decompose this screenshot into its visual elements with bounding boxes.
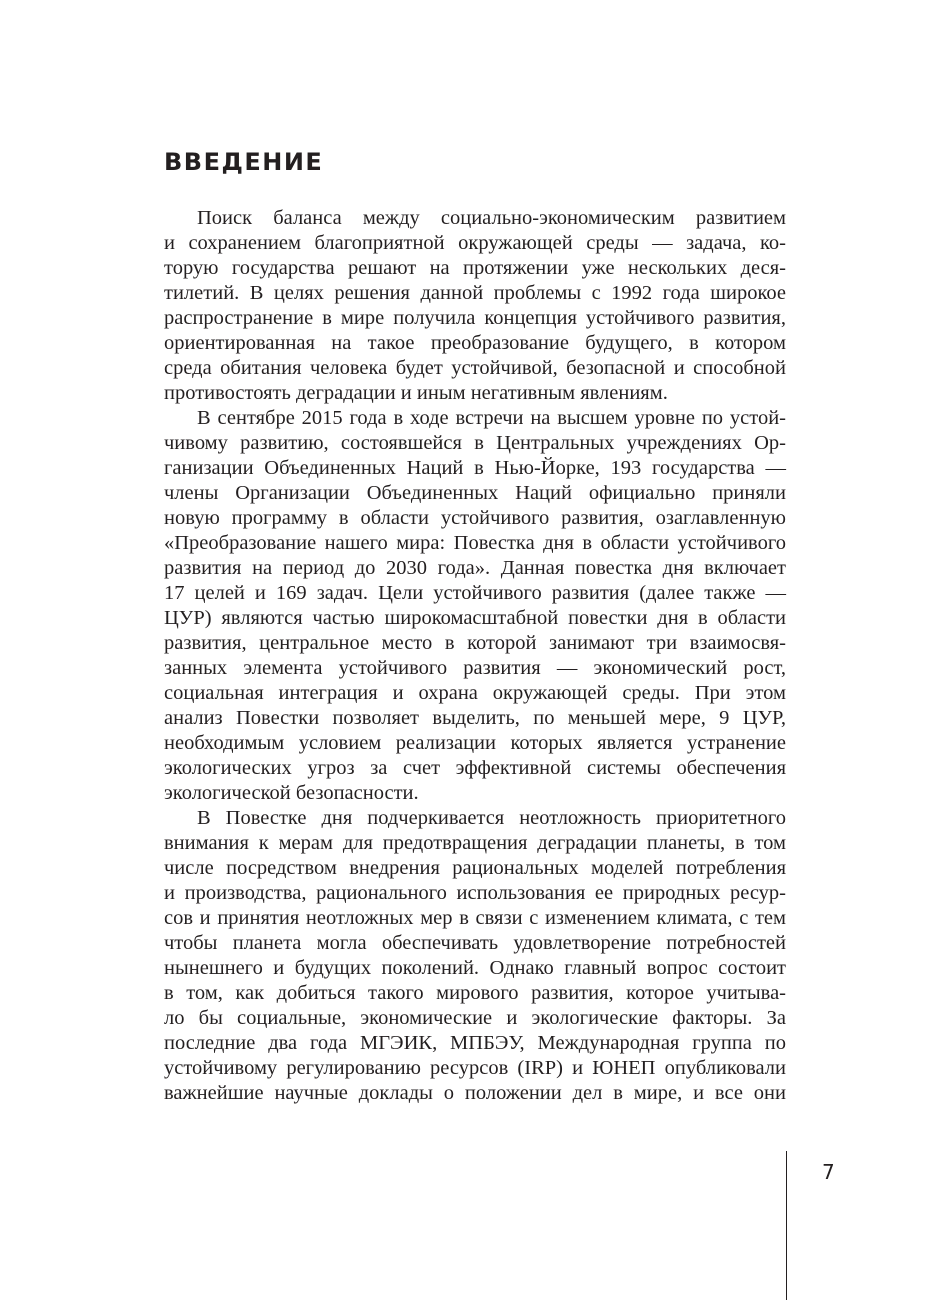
- text-line: нынешнего и будущих поколений. Однако главный вопрос состоит: [164, 957, 786, 979]
- text-line: важнейшие научные доклады о положении дел в мире, и все они: [164, 1082, 786, 1104]
- text-line: члены Организации Объединенных Наций официально приняли: [164, 482, 786, 504]
- text-line: В сентябре 2015 года в ходе встречи на высшем уровне по устой-: [197, 407, 786, 429]
- text-line: ло бы социальные, экономические и экологические факторы. За: [164, 1007, 786, 1029]
- text-line: «Преобразование нашего мира: Повестка дня в области устойчивого: [164, 532, 786, 554]
- text-line: развития на период до 2030 года». Данная повестка дня включает: [164, 557, 786, 579]
- paragraph: [164, 206, 786, 406]
- text-line: и сохранением благоприятной окружающей среды — задача, ко-: [164, 232, 786, 254]
- body-text: [164, 206, 786, 1106]
- text-line: противостоять деградации и иным негативным явлениям.: [164, 382, 668, 404]
- text-line: развития, центральное место в которой занимают три взаимосвя-: [164, 632, 786, 654]
- text-line: чивому развитию, состоявшейся в Центральных учреждениях Ор-: [164, 432, 786, 454]
- paragraph: [164, 406, 786, 806]
- text-line: Поиск баланса между социально-экономическим развитием: [197, 207, 786, 229]
- text-line: среда обитания человека будет устойчивой, безопасной и способной: [164, 357, 786, 379]
- text-line: необходимым условием реализации которых является устранение: [164, 732, 786, 754]
- text-line: экологической безопасности.: [164, 782, 419, 804]
- text-line: в том, как добиться такого мирового развития, которое учитыва-: [164, 982, 786, 1004]
- text-line: ориентированная на такое преобразование будущего, в котором: [164, 332, 786, 354]
- text-line: чтобы планета могла обеспечивать удовлетворение потребностей: [164, 932, 786, 954]
- text-line: экологических угроз за счет эффективной системы обеспечения: [164, 757, 786, 779]
- text-line: анализ Повестки позволяет выделить, по меньшей мере, 9 ЦУР,: [164, 707, 786, 729]
- text-line: ЦУР) являются частью широкомасштабной повестки дня в области: [164, 607, 786, 629]
- text-line: новую программу в области устойчивого развития, озаглавленную: [164, 507, 786, 529]
- text-line: и производства, рационального использования ее природных ресур-: [164, 882, 786, 904]
- text-line: сов и принятия неотложных мер в связи с изменением климата, с тем: [164, 907, 786, 929]
- text-line: числе посредством внедрения рациональных моделей потребления: [164, 857, 786, 879]
- page-number-rule: [786, 1151, 787, 1300]
- text-line: устойчивому регулированию ресурсов (IRP) и ЮНЕП опубликовали: [164, 1057, 786, 1079]
- page-title: ВВЕДЕНИЕ: [164, 148, 324, 176]
- text-line: торую государства решают на протяжении уже нескольких деся-: [164, 257, 786, 279]
- text-line: занных элемента устойчивого развития — экономический рост,: [164, 657, 786, 679]
- text-line: ганизации Объединенных Наций в Нью-Йорке, 193 государства —: [164, 457, 786, 479]
- text-line: внимания к мерам для предотвращения деградации планеты, в том: [164, 832, 786, 854]
- text-line: социальная интеграция и охрана окружающей среды. При этом: [164, 682, 786, 704]
- page-number: 7: [822, 1160, 835, 1184]
- text-line: тилетий. В целях решения данной проблемы с 1992 года широкое: [164, 282, 786, 304]
- text-line: В Повестке дня подчеркивается неотложность приоритетного: [197, 807, 786, 829]
- paragraph: [164, 806, 786, 1106]
- text-line: последние два года МГЭИК, МПБЭУ, Международная группа по: [164, 1032, 786, 1054]
- text-line: 17 целей и 169 задач. Цели устойчивого развития (далее также —: [164, 582, 786, 604]
- text-line: распространение в мире получила концепция устойчивого развития,: [164, 307, 786, 329]
